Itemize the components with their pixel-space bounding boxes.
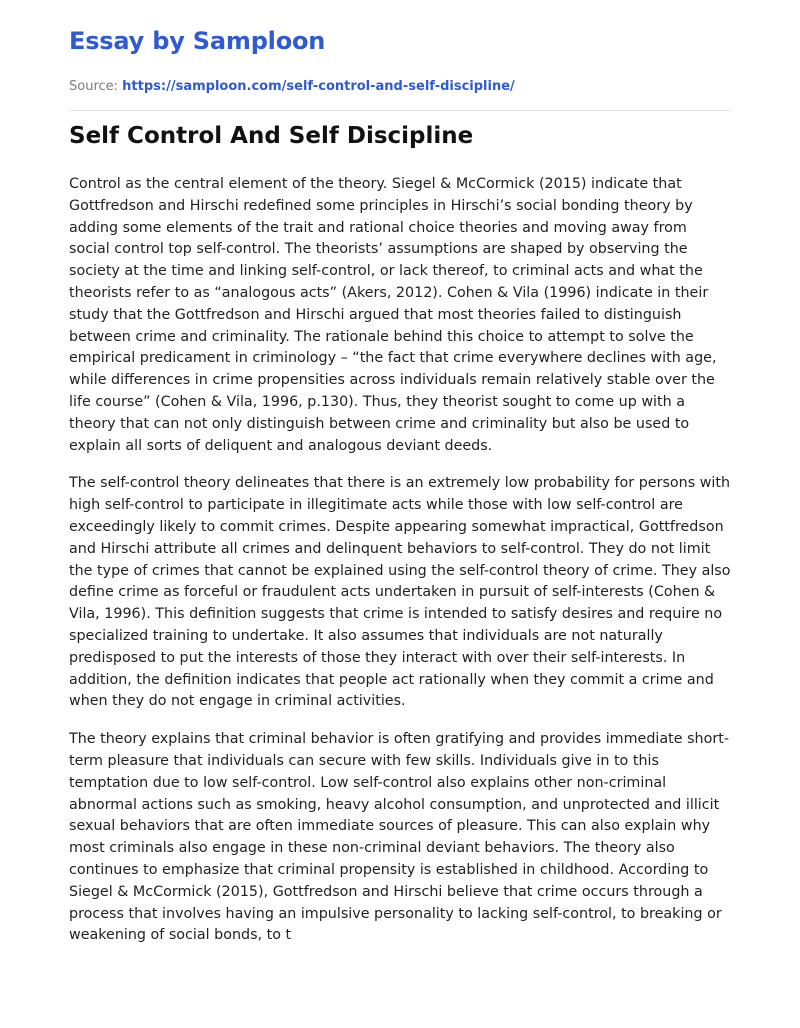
source-link[interactable]: https://samploon.com/self-control-and-self-discipline/ (122, 79, 515, 94)
essay-paragraph-2: The self-control theory delineates that there is an extremely low probability for persons with high self-control to participate in illegitimate acts while those with low self-control are exceedingly likely to commit crimes. Despite appearing somewhat impractical, Gottfredson and Hirschi attribute all crimes and delinquent behaviors to self-control. They do not limit the type of crimes that cannot be explained using the self-control theory of crime. They also define crime as forceful or fraudulent acts undertaken in pursuit of self-interests (Cohen & Vila, 1996). This definition suggests that crime is intended to satisfy desires and require no specialized training to undertake. It also assumes that individuals are not naturally predisposed to put the interests of those they interact with over their self-interests. In addition, the definition indicates that people act rationally when they commit a crime and when they do not engage in criminal activities. (69, 475, 731, 710)
source-label: Source: (69, 79, 123, 94)
source-line (69, 79, 515, 94)
essay-paragraph-3: The theory explains that criminal behavior is often gratifying and provides immediate short-term pleasure that individuals can secure with few skills. Individuals give in to this temptation due to low self-control. Low self-control also explains other non-criminal abnormal actions such as smoking, heavy alcohol consumption, and unprotected and illicit sexual behaviors that are often immediate sources of pleasure. This can also explain why most criminals also engage in these non-criminal deviant behaviors. The theory also continues to emphasize that criminal propensity is established in childhood. According to Siegel & McCormick (2015), Gottfredson and Hirschi believe that crime occurs through a process that involves having an impulsive personality to lacking self-control, to breaking or weakening of social bonds, to t (69, 731, 729, 944)
brand-title: Essay by Samploon (69, 27, 326, 55)
essay-title: Self Control And Self Discipline (69, 123, 474, 149)
header-divider (69, 110, 731, 111)
essay-body (69, 174, 731, 963)
essay-paragraph-1: Control as the central element of the theory. Siegel & McCormick (2015) indicate that Gottfredson and Hirschi redefined some principles in Hirschi’s social bonding theory by adding some elements of the trait and rational choice theories and moving away from social control top self-control. The theorists’ assumptions are shaped by observing the society at the time and linking self-control, or lack thereof, to criminal acts and what the theorists refer to as “analogous acts” (Akers, 2012). Cohen & Vila (1996) indicate in their study that the Gottfredson and Hirschi argued that most theories failed to distinguish between crime and criminality. The rationale behind this choice to attempt to solve the empirical predicament in criminology – “the fact that crime everywhere declines with age, while differences in crime propensities across individuals remain relatively stable over the life course” (Cohen & Vila, 1996, p.130). Thus, they theorist sought to come up with a theory that can not only distinguish between crime and criminality but also be used to explain all sorts of deliquent and analogous deviant deeds. (69, 176, 717, 454)
